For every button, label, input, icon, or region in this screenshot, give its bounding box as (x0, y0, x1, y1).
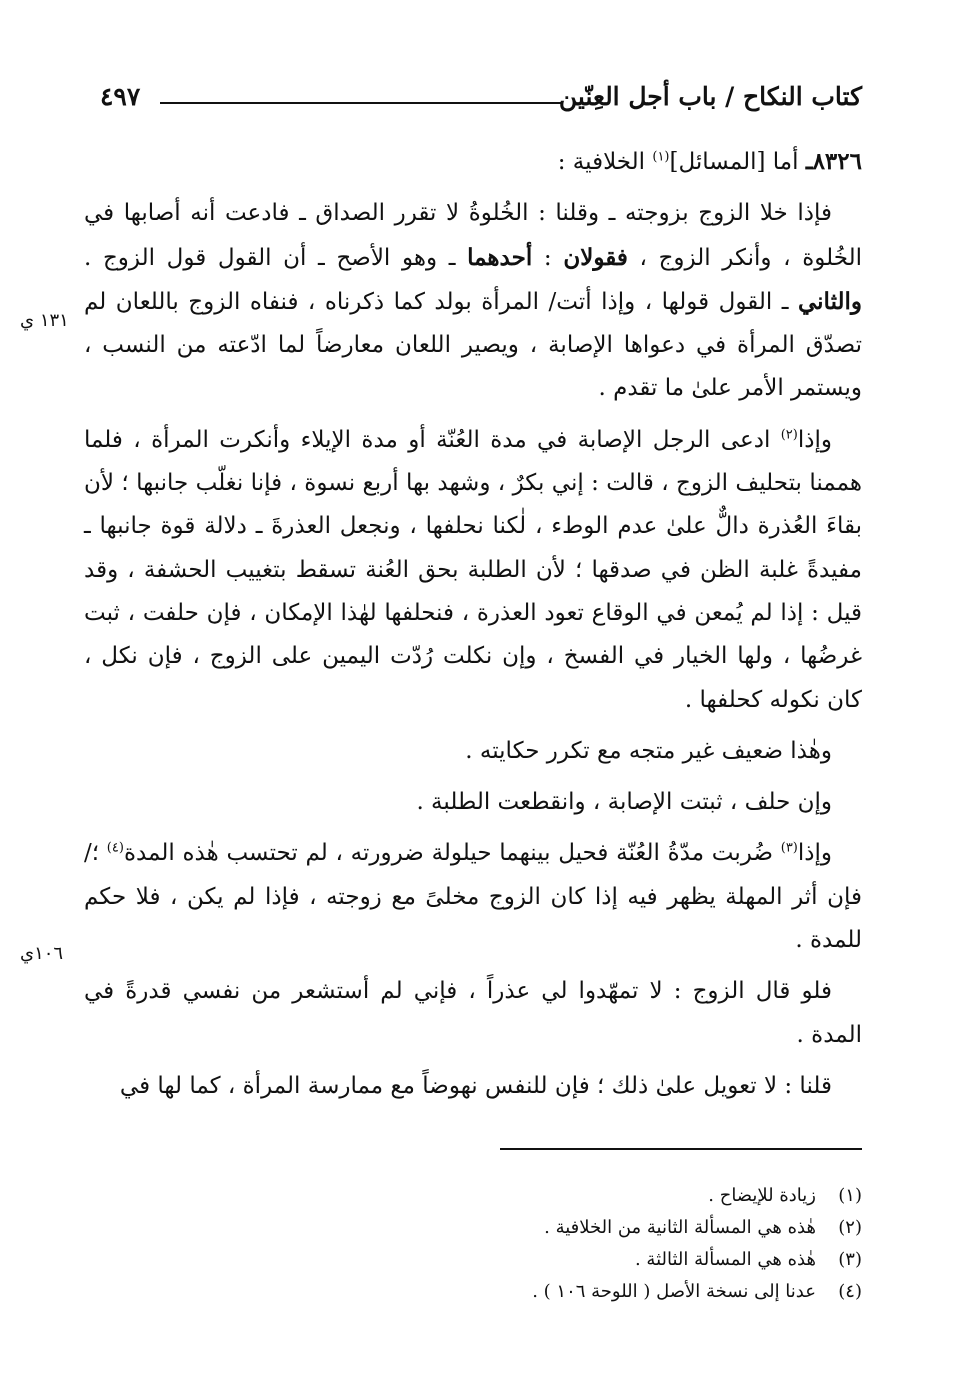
footnote-ref-4: (٤) (106, 840, 124, 856)
footnotes (300, 1180, 862, 1308)
paragraph-1 (84, 192, 862, 410)
footnote-text: عدنا إلى نسخة الأصل ( اللوحة ١٠٦ ) . (532, 1281, 816, 1302)
page-number: ٤٩٧ (100, 82, 141, 111)
paragraph-7: قلنا : لا تعويل علىٰ ذلك ؛ فإن للنفس نهوضاً مع ممارسة المرأة ، كما لها في (119, 1072, 832, 1099)
footnote-text: زيادة للإيضاح . (708, 1185, 816, 1206)
paragraph-3: وهٰذا ضعيف غير متجه مع تكرر حكايته . (465, 737, 832, 764)
para5-part-a: وإذا (797, 840, 833, 867)
footnote-rule (500, 1148, 862, 1150)
footnote-ref-3: (٣) (780, 840, 798, 856)
paragraph-2 (84, 419, 862, 722)
footnote-text: هٰذه هي المسألة الثانية من الخلافية . (544, 1217, 816, 1238)
para1-bold-3: والثاني (797, 287, 863, 315)
header-title: كتاب النكاح / باب أجل العِنّين (558, 82, 862, 111)
footnote-number: (٢) (838, 1217, 862, 1238)
para1-part-e: ـ القول قولها ، وإذا أتت/ المرأة بولد كما ذكرناه ، فنفاه الزوج باللعان لم تصدّق المرأة في دعواها الإصابة ، ويصير اللعان معارضاً لما ادّعته من النسب ، ويستمر الأمر علىٰ ما تقدم . (84, 288, 862, 402)
section-text-before: أما [المسائل] (669, 149, 799, 175)
footnote-number: (١) (838, 1185, 862, 1206)
section-heading (84, 140, 862, 184)
footnote (300, 1212, 862, 1244)
section-number: ٨٣٢٦ـ (805, 148, 862, 175)
footnote-ref-1: (١) (652, 149, 670, 165)
margin-note-1: ١٣١ ي (20, 310, 69, 331)
para1-bold-2: أحدهما (467, 243, 533, 271)
para1-bold-1: فقولان (563, 243, 628, 271)
footnote-number: (٤) (838, 1281, 862, 1302)
footnote (300, 1180, 862, 1212)
paragraph-4: وإن حلف ، ثبتت الإصابة ، وانقطعت الطلبة . (416, 789, 832, 816)
para5-part-c: ؛/ فإن أثر المهلة يظهر فيه إذا كان الزوج مخلىً مع زوجته ، فإذا لم يكن ، فلا حكم للمدة . (84, 840, 862, 954)
footnote (300, 1244, 862, 1276)
footnote-text: هٰذه هي المسألة الثالثة . (634, 1249, 816, 1270)
paragraph-6: فلو قال الزوج : لا تمهّدوا لي عذراً ، فإني لم أستشعر من نفسي قدرةً في المدة . (84, 978, 862, 1048)
para1-part-a: فإذا خلا الزوج بزوجته ـ وقلنا : الخُلوةُ لا تقرر الصداق ـ فادعت أنه أصابها في الخُلوة ، وأنكر الزوج ، (84, 200, 863, 271)
para2-part-a: وإذا (797, 426, 832, 453)
header-rule (160, 102, 562, 104)
footnote-ref-2: (٢) (780, 427, 798, 443)
paragraph-5 (84, 832, 862, 962)
footnote (300, 1276, 862, 1308)
footnote-number: (٣) (838, 1249, 862, 1270)
running-header (100, 78, 862, 118)
para2-part-b: ادعى الرجل الإصابة في مدة العُنّة أو مدة الإيلاء وأنكرت المرأة ، فلما هممنا بتحليف الزوج ، قالت : إني بكرٌ ، وشهد بها أربع نسوة ، فإنا نغلّب جانبها ؛ لأن بقاءَ العُذرة دالٌّ علىٰ عدم الوطء ، لٰكنا نحلفها ، ونجعل العذرةَ ـ دلالة قوة جانبها ـ مفيدةً غلبة الظن في صدقها ؛ لأن الطلبة بحق العُنة تسقط بتغييب الحشفة ، وقد قيل : إذا لم يُمعن في الوقاع تعود العذرة ، فنحلفها لهٰذا الإمكان ، فإن حلفت ، ثبت غرضُها ، ولها الخيار في الفسخ ، وإن نكلت رُدّت اليمين على الزوج ، فإن نكل ، كان نكوله كحلفها . (84, 426, 862, 713)
main-text (84, 140, 862, 1116)
para5-part-b: ضُربت مدّةُ العُنّة فحيل بينهما حيلولة ضرورته ، لم تحتسب هٰذه المدة (123, 840, 773, 867)
para1-part-c: : (543, 244, 552, 271)
section-text-after: الخلافية : (557, 149, 646, 175)
margin-note-2: ١٠٦ي (20, 943, 64, 964)
para1-part-d: ـ وهو الأصح ـ أن القول قول الزوج . (84, 244, 456, 271)
